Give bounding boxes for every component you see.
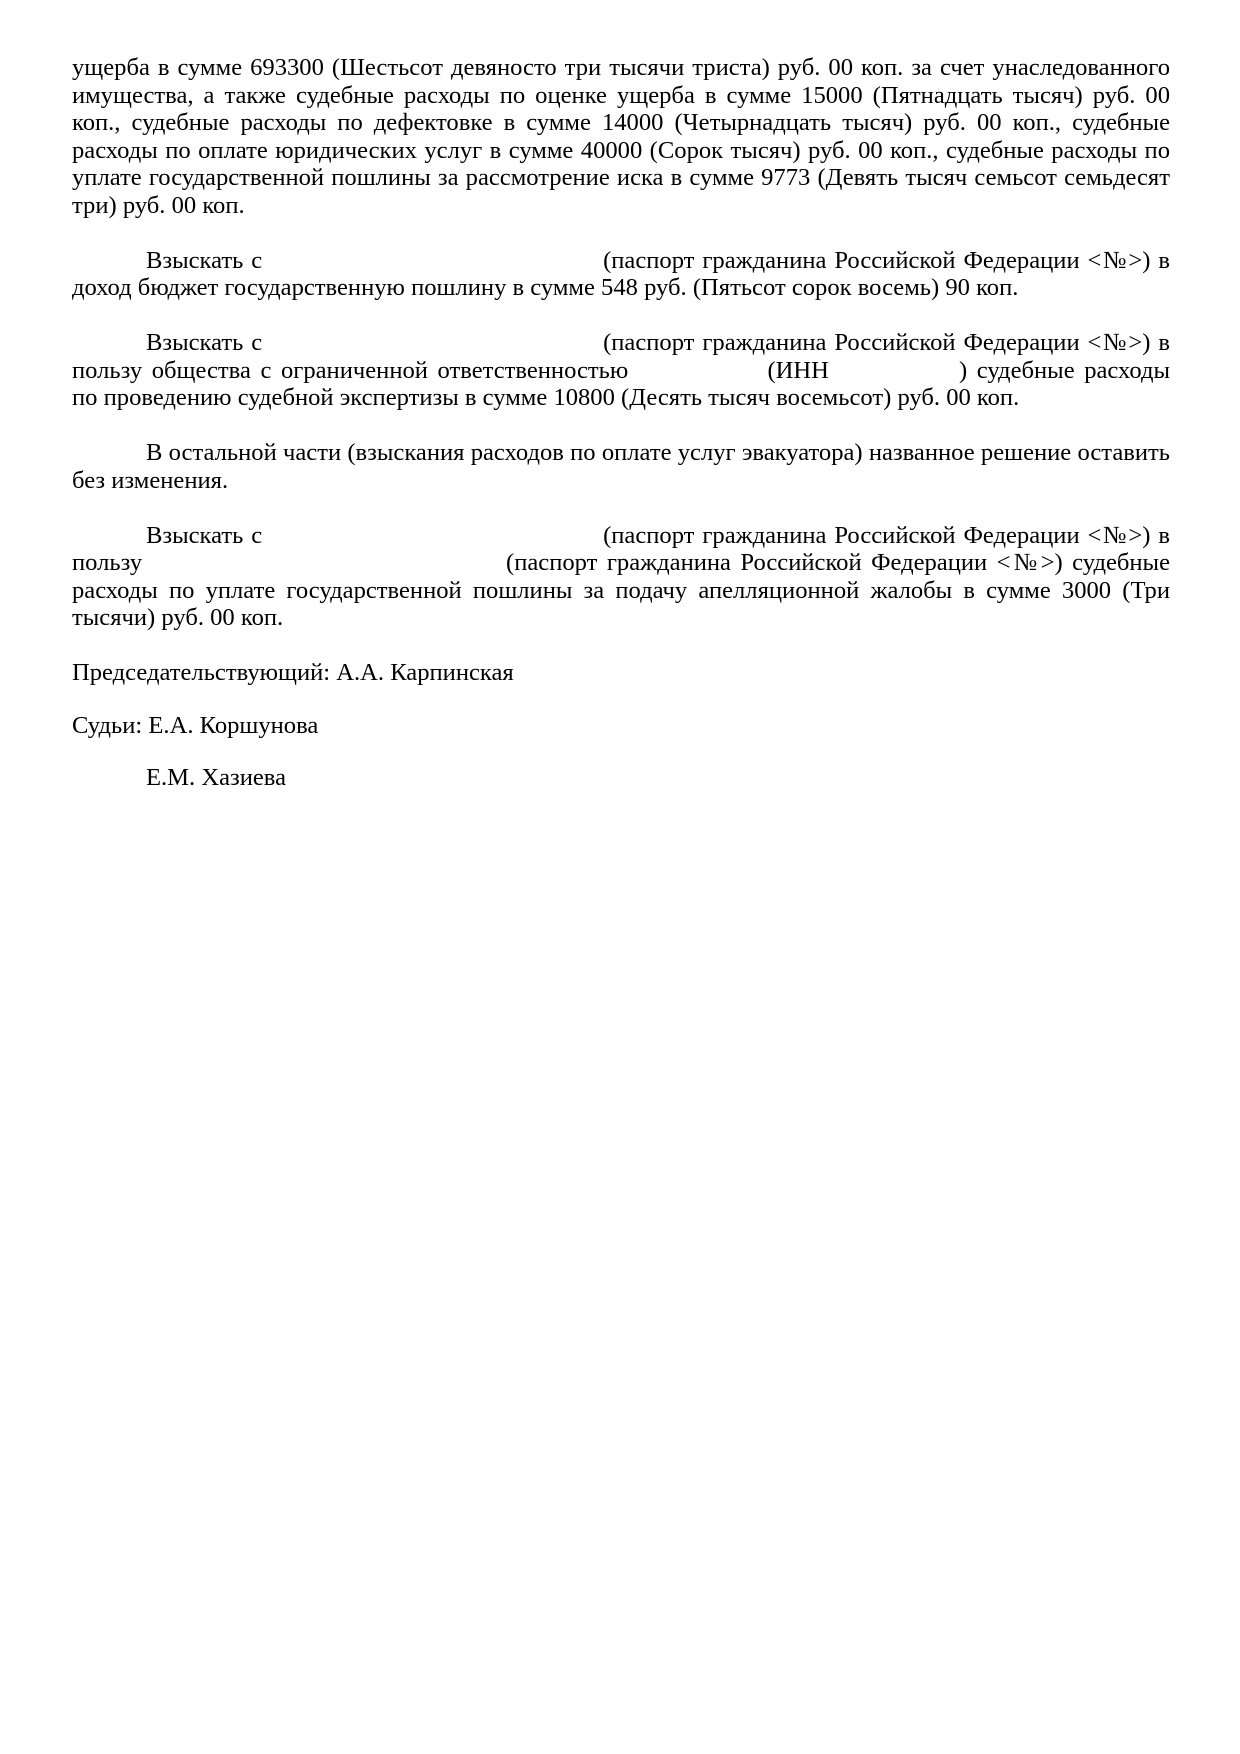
paragraph-appeal-costs — [72, 522, 1170, 632]
paragraph-text: ) судебные расходы по проведению судебной экспертизы в сумме 10800 (Десять тысяч восемьсот) руб. 00 коп. — [72, 356, 1170, 411]
paragraph-state-duty — [72, 247, 1170, 302]
paragraph-text: (паспорт гражданина Российской Федерации <№>) в пользу — [72, 521, 1170, 576]
signature-judges: Судьи: Е.А. Коршунова — [72, 711, 319, 739]
document-page — [72, 54, 1170, 792]
paragraph-text: (паспорт гражданина Российской Федерации <№>) в доход бюджет государственную пошлину в сумме 548 руб. (Пятьсот сорок восемь) 90 коп. — [72, 246, 1170, 301]
paragraph-text: (паспорт гражданина Российской Федерации <№>) в пользу общества с ограниченной ответственностью — [72, 329, 1170, 384]
paragraph-text: (ИНН — [767, 356, 829, 384]
paragraph-text: Взыскать с — [146, 246, 263, 274]
paragraph-text: (паспорт гражданина Российской Федерации <№>) судебные расходы по уплате государственной пошлины за подачу апелляционной жалобы в сумме 3000 (Три тысячи) руб. 00 коп. — [72, 549, 1170, 631]
paragraph-damages: ущерба в сумме 693300 (Шестьсот девяносто три тысячи триста) руб. 00 коп. за счет унаследованного имущества, а также судебные расходы по оценке ущерба в сумме 15000 (Пятнадцать тысяч) руб. 00 коп., судебные расходы по дефектовке в сумме 14000 (Четырнадцать тысяч) руб. 00 коп., судебные расходы по оплате юридических услуг в сумме 40000 (Сорок тысяч) руб. 00 коп., судебные расходы по уплате государственной пошлины за рассмотрение иска в сумме 9773 (Девять тысяч семьсот семьдесят три) руб. 00 коп. — [72, 54, 1170, 219]
paragraph-text: Взыскать с — [146, 521, 263, 549]
paragraph-remaining-part: В остальной части (взыскания расходов по оплате услуг эвакуатора) названное решение оставить без изменения. — [72, 439, 1170, 494]
signature-presiding: Председательствующий: А.А. Карпинская — [72, 659, 514, 686]
signature-judge-2: Е.М. Хазиева — [146, 764, 287, 791]
paragraph-text: Взыскать с — [146, 329, 263, 356]
paragraph-expertise-costs — [72, 329, 1170, 412]
